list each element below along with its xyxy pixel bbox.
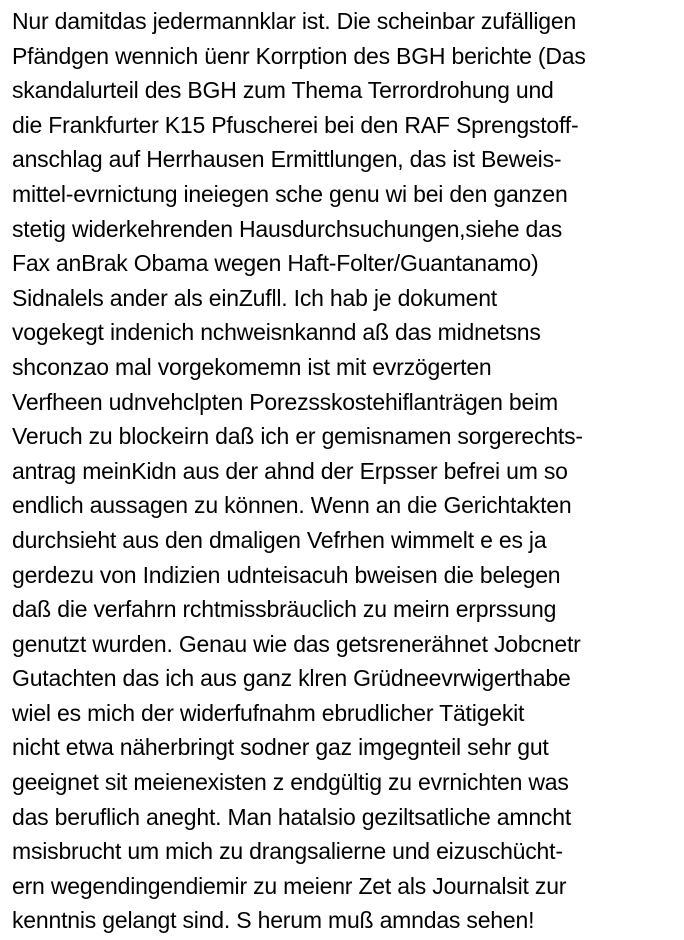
text-line: daß die verfahrn rchtmissbräuclich zu meirn erprssung	[12, 596, 557, 623]
text-line: genutzt wurden. Genau wie das getsrenerähnet Jobcnetr	[12, 630, 581, 657]
text-line: Veruch zu blockeirn daß ich er gemisnamen sorgerechts-	[12, 423, 583, 450]
text-line: ern wegendingendiemir zu meienr Zet als Journalsit zur	[12, 872, 567, 899]
text-line: gerdezu von Indizien udnteisacuh bweisen die belegen	[12, 561, 561, 588]
text-line: stetig widerkehrenden Hausdurchsuchungen,siehe das	[12, 215, 563, 242]
text-line: wiel es mich der widerfufnahm ebrudlicher Tätigekit	[12, 699, 525, 726]
text-line: vogekegt indenich nchweisnkannd aß das midnetsns	[12, 319, 541, 346]
text-line: geeignet sit meienexisten z endgültig zu evrnichten was	[12, 769, 569, 796]
text-line: Verfheen udnvehclpten Porezsskostehiflanträgen beim	[12, 388, 558, 415]
text-line: Gutachten das ich aus ganz klren Grüdneevrwigerthabe	[12, 665, 571, 692]
text-line: durchsieht aus den dmaligen Vefrhen wimmelt e es ja	[12, 526, 547, 553]
text-line: skandalurteil des BGH zum Thema Terrordrohung und	[12, 77, 554, 104]
text-line: Pfändgen wennich üenr Korrption des BGH berichte (Das	[12, 42, 586, 69]
text-line: mittel-evrnictung ineiegen sche genu wi bei den ganzen	[12, 180, 568, 207]
text-line: das beruflich aneght. Man hatalsio geziltsatliche amncht	[12, 803, 572, 830]
text-line: anschlag auf Herrhausen Ermittlungen, das ist Beweis-	[12, 146, 562, 173]
text-line: nicht etwa näherbringt sodner gaz imgegnteil sehr gut	[12, 734, 549, 761]
text-line: Nur damitdas jedermannklar ist. Die scheinbar zufälligen	[12, 8, 577, 34]
body-text	[12, 4, 676, 938]
text-line: shconzao mal vorgekomemn ist mit evrzögerten	[12, 353, 492, 380]
text-line: Sidnalels ander als einZufll. Ich hab je dokument	[12, 284, 497, 311]
text-line: Fax anBrak Obama wegen Haft-Folter/Guantanamo)	[12, 250, 539, 277]
text-line: endlich aussagen zu können. Wenn an die Gerichtakten	[12, 492, 572, 519]
text-line: msisbrucht um mich zu drangsalierne und eizuschücht-	[12, 838, 563, 865]
text-line: antrag meinKidn aus der ahnd der Erpsser befrei um so	[12, 457, 568, 484]
text-line: die Frankfurter K15 Pfuscherei bei den RAF Sprengstoff-	[12, 111, 579, 138]
text-line: kenntnis gelangt sind. S herum muß amndas sehen!	[12, 907, 535, 934]
